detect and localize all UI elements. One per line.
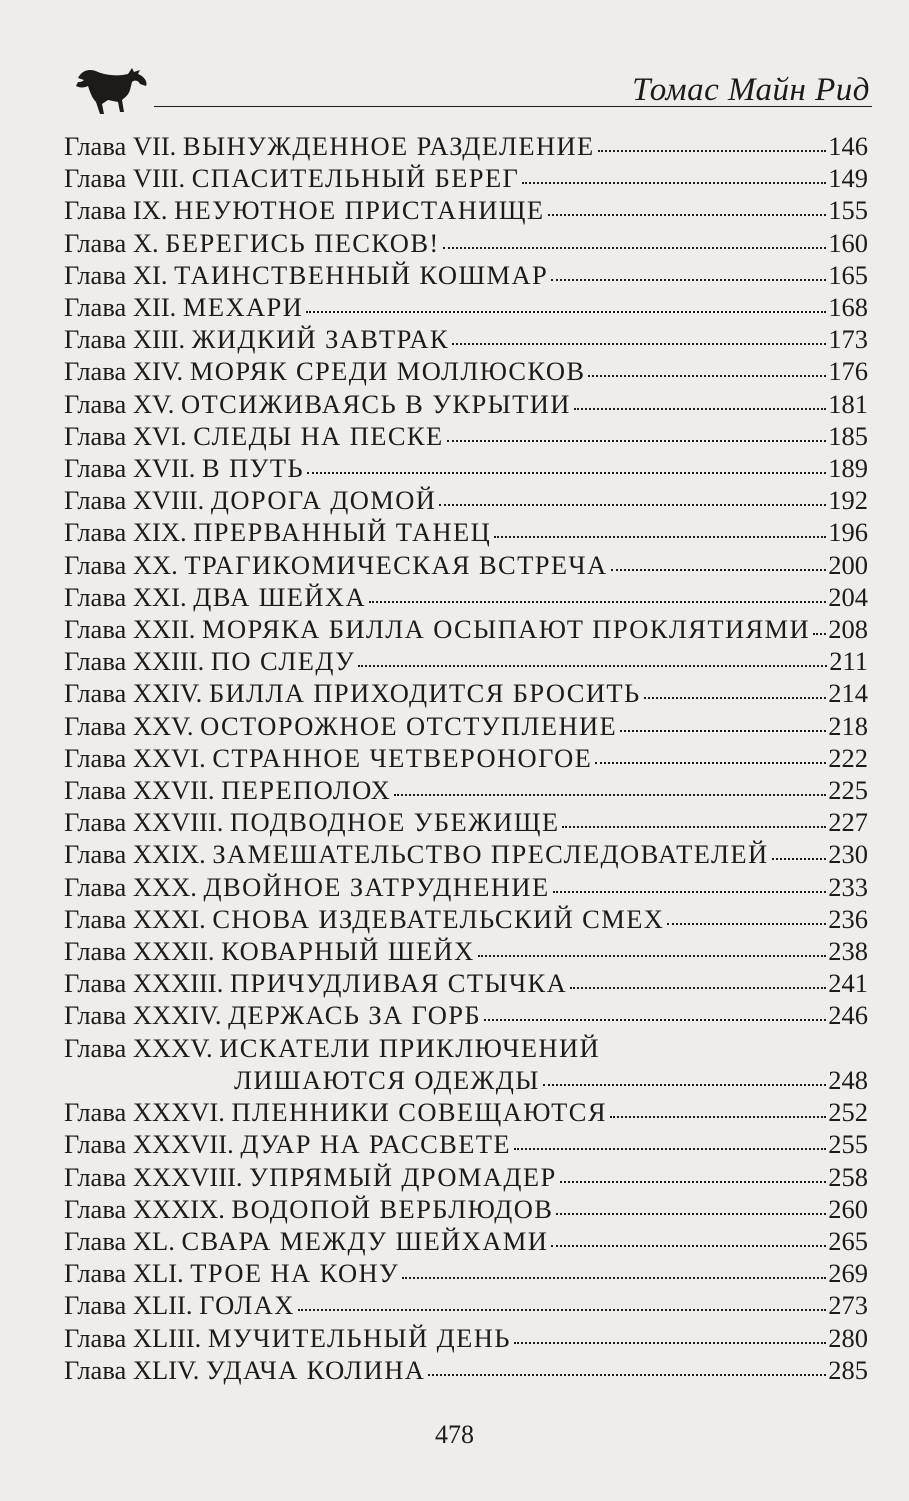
chapter-title: В ПУТЬ	[202, 453, 305, 484]
toc-entry-title	[64, 677, 641, 709]
dot-leader	[667, 922, 826, 925]
toc-entry[interactable]	[64, 1354, 868, 1386]
chapter-page-number: 248	[828, 1064, 868, 1095]
chapter-page-number: 285	[828, 1354, 868, 1385]
toc-entry[interactable]	[64, 1289, 868, 1321]
chapter-page-number: 192	[828, 485, 868, 516]
toc-entry[interactable]	[64, 710, 868, 742]
chapter-label: Глава XXIV.	[64, 678, 203, 709]
chapter-page-number: 146	[828, 131, 868, 161]
dot-leader	[553, 890, 827, 893]
dot-leader	[551, 1244, 826, 1247]
chapter-label: Глава XIV.	[64, 356, 184, 387]
toc-entry-title	[64, 1161, 557, 1193]
chapter-label: Глава XXXIII.	[64, 968, 224, 999]
chapter-label: Глава XXXVI.	[64, 1097, 225, 1128]
chapter-label: Глава XX.	[64, 549, 178, 580]
dot-leader	[570, 986, 826, 989]
dot-leader	[644, 696, 827, 699]
toc-entry-title	[64, 1257, 399, 1289]
dot-leader	[620, 729, 826, 732]
chapter-page-number: 185	[828, 420, 868, 451]
chapter-title: СВАРА МЕЖДУ ШЕЙХАМИ	[181, 1225, 549, 1256]
toc-entry[interactable]	[64, 806, 868, 838]
dot-leader	[306, 310, 826, 313]
dot-leader	[439, 503, 826, 506]
chapter-title: УПРЯМЫЙ ДРОМАДЕР	[249, 1161, 557, 1192]
chapter-title: ДУАР НА РАССВЕТЕ	[240, 1129, 511, 1160]
dot-leader	[478, 954, 827, 957]
chapter-page-number: 165	[828, 259, 868, 290]
chapter-label: Глава VII.	[64, 131, 177, 161]
toc-entry[interactable]	[64, 903, 868, 935]
dot-leader	[358, 664, 827, 667]
chapter-page-number: 214	[828, 678, 868, 709]
chapter-page-number: 155	[828, 195, 868, 226]
chapter-title: МУЧИТЕЛЬНЫЙ ДЕНЬ	[207, 1322, 511, 1353]
toc-entry-title	[64, 420, 444, 452]
chapter-page-number: 265	[828, 1225, 868, 1256]
dot-leader	[394, 793, 826, 796]
dot-leader	[307, 471, 826, 474]
toc-entry-title	[64, 1032, 600, 1064]
toc-entry[interactable]	[64, 581, 868, 613]
toc-entry[interactable]	[64, 1128, 868, 1160]
dot-leader	[574, 407, 826, 410]
chapter-title: ВОДОПОЙ ВЕРБЛЮДОВ	[231, 1193, 554, 1224]
chapter-label: Глава XXVI.	[64, 742, 206, 773]
chapter-title: БИЛЛА ПРИХОДИТСЯ БРОСИТЬ	[208, 678, 641, 709]
toc-entry[interactable]	[64, 291, 868, 323]
chapter-title: СЛЕДЫ НА ПЕСКЕ	[193, 420, 444, 451]
chapter-label: Глава XLI.	[64, 1258, 184, 1289]
chapter-label: Глава XVIII.	[64, 485, 205, 516]
toc-entry[interactable]	[64, 1225, 868, 1257]
dot-leader	[598, 149, 827, 152]
chapter-page-number: 260	[828, 1193, 868, 1224]
toc-entry-title	[64, 162, 519, 194]
chapter-page-number: 218	[828, 710, 868, 741]
chapter-title: ТРАГИКОМИЧЕСКАЯ ВСТРЕЧА	[184, 549, 608, 580]
chapter-title: ПЛЕННИКИ СОВЕЩАЮТСЯ	[231, 1097, 607, 1128]
chapter-label: Глава XXVII.	[64, 775, 215, 806]
chapter-label: Глава XXXIV.	[64, 1000, 222, 1031]
toc-entry-title	[64, 838, 769, 870]
chapter-label: Глава XIX.	[64, 517, 187, 548]
toc-entry-title	[64, 549, 608, 581]
dot-leader	[556, 1212, 826, 1215]
chapter-label: Глава XXII.	[64, 614, 196, 645]
chapter-label: Глава XXVIII.	[64, 807, 224, 838]
chapter-page-number: 273	[828, 1290, 868, 1321]
chapter-page-number: 238	[828, 936, 868, 967]
dot-leader	[514, 1147, 826, 1150]
toc-entry[interactable]	[64, 388, 868, 420]
chapter-page-number: 173	[828, 324, 868, 355]
dot-leader	[813, 632, 826, 635]
chapter-title: ЗАМЕШАТЕЛЬСТВО ПРЕСЛЕДОВАТЕЛЕЙ	[212, 839, 769, 870]
table-of-contents	[64, 130, 868, 1386]
toc-entry-title	[64, 935, 475, 967]
chapter-title: КОВАРНЫЙ ШЕЙХ	[221, 936, 475, 967]
toc-entry[interactable]	[64, 516, 868, 548]
toc-entry[interactable]	[64, 194, 868, 226]
toc-entry[interactable]	[64, 484, 868, 516]
chapter-page-number: 176	[828, 356, 868, 387]
chapter-title: БЕРЕГИСЬ ПЕСКОВ!	[165, 227, 440, 258]
toc-entry[interactable]	[64, 452, 868, 484]
chapter-title: ТРОЕ НА КОНУ	[190, 1258, 400, 1289]
chapter-label: Глава XV.	[64, 388, 175, 419]
chapter-title: СПАСИТЕЛЬНЫЙ БЕРЕГ	[191, 163, 520, 194]
toc-entry-title	[64, 516, 491, 548]
dot-leader	[560, 1180, 827, 1183]
toc-entry-title	[64, 259, 548, 291]
toc-entry[interactable]	[64, 999, 868, 1031]
toc-entry-title	[64, 227, 440, 259]
chapter-label: Глава XL.	[64, 1225, 175, 1256]
toc-entry-title	[64, 323, 449, 355]
chapter-title-continuation: ЛИШАЮТСЯ ОДЕЖДЫ	[234, 1064, 540, 1095]
chapter-title: ТАИНСТВЕННЫЙ КОШМАР	[174, 259, 549, 290]
chapter-label: Глава XLII.	[64, 1290, 193, 1321]
dot-leader	[562, 825, 826, 828]
toc-entry-title	[64, 1289, 295, 1321]
dot-leader	[369, 600, 826, 603]
toc-entry[interactable]	[64, 1161, 868, 1193]
chapter-label: Глава XI.	[64, 259, 168, 290]
chapter-label: Глава XXIX.	[64, 839, 206, 870]
chapter-page-number: 196	[828, 517, 868, 548]
toc-entry[interactable]	[64, 1032, 868, 1064]
toc-entry-title	[64, 1128, 511, 1160]
chapter-title: НЕУЮТНОЕ ПРИСТАНИЩЕ	[174, 195, 545, 226]
chapter-title: ОСТОРОЖНОЕ ОТСТУПЛЕНИЕ	[200, 710, 618, 741]
toc-entry-title	[64, 291, 303, 323]
dot-leader	[548, 213, 827, 216]
chapter-title: МОРЯКА БИЛЛА ОСЫПАЮТ ПРОКЛЯТИЯМИ	[202, 614, 811, 645]
chapter-label: Глава VIII.	[64, 163, 186, 194]
chapter-page-number: 227	[828, 807, 868, 838]
dot-leader	[588, 374, 826, 377]
chapter-title: СТРАННОЕ ЧЕТВЕРОНОГОЕ	[212, 742, 593, 773]
toc-entry-title	[64, 130, 595, 162]
chapter-page-number: 236	[828, 903, 868, 934]
chapter-page-number: 258	[828, 1161, 868, 1192]
chapter-page-number: 241	[828, 968, 868, 999]
toc-entry-title	[64, 999, 481, 1031]
chapter-title: ДВОЙНОЕ ЗАТРУДНЕНИЕ	[203, 871, 550, 902]
chapter-title: ОТСИЖИВАЯСЬ В УКРЫТИИ	[180, 388, 571, 419]
toc-entry[interactable]	[64, 227, 868, 259]
dot-leader	[428, 1373, 826, 1376]
chapter-page-number: 255	[828, 1129, 868, 1160]
dot-leader	[484, 1018, 826, 1021]
toc-entry-title	[64, 1193, 553, 1225]
toc-entry-title	[64, 355, 585, 387]
chapter-page-number: 189	[828, 453, 868, 484]
chapter-page-number: 181	[828, 388, 868, 419]
chapter-label: Глава XLIII.	[64, 1322, 202, 1353]
chapter-label: Глава XII.	[64, 292, 177, 323]
toc-entry-title	[64, 774, 391, 806]
chapter-page-number: 168	[828, 292, 868, 323]
chapter-page-number: 280	[828, 1322, 868, 1353]
dot-leader	[514, 1341, 826, 1344]
chapter-page-number: 200	[828, 549, 868, 580]
dot-leader	[610, 1115, 826, 1118]
chapter-label: Глава XLIV.	[64, 1354, 200, 1385]
chapter-title: ПРИЧУДЛИВАЯ СТЫЧКА	[230, 968, 568, 999]
toc-entry-title	[64, 452, 304, 484]
toc-entry-title	[64, 613, 810, 645]
chapter-title: МЕХАРИ	[182, 292, 304, 323]
dot-leader	[402, 1276, 826, 1279]
chapter-label: Глава XXIII.	[64, 646, 205, 677]
dot-leader	[772, 857, 827, 860]
toc-entry[interactable]	[64, 130, 868, 162]
chapter-page-number: 230	[828, 839, 868, 870]
dot-leader	[452, 342, 826, 345]
toc-entry-title	[64, 871, 550, 903]
toc-entry-continuation[interactable]	[64, 1064, 868, 1096]
page-number: 478	[435, 1420, 474, 1449]
dot-leader	[543, 1083, 827, 1086]
toc-entry-title	[64, 388, 571, 420]
chapter-label: Глава XVII.	[64, 453, 196, 484]
toc-entry-title	[64, 742, 592, 774]
chapter-page-number: 149	[828, 163, 868, 194]
toc-entry-title	[64, 194, 545, 226]
chapter-page-number: 252	[828, 1097, 868, 1128]
toc-entry[interactable]	[64, 871, 868, 903]
chapter-label: Глава XVI.	[64, 420, 187, 451]
chapter-label: Глава X.	[64, 227, 159, 258]
chapter-title: ПО СЛЕДУ	[210, 646, 356, 677]
toc-entry-title	[64, 967, 567, 999]
chapter-page-number: 160	[828, 227, 868, 258]
author-name: Томас Майн Рид	[632, 72, 870, 108]
chapter-page-number: 269	[828, 1258, 868, 1289]
chapter-title: ИСКАТЕЛИ ПРИКЛЮЧЕНИЙ	[219, 1032, 601, 1063]
toc-entry-title	[64, 1225, 548, 1257]
toc-entry[interactable]	[64, 1193, 868, 1225]
toc-entry[interactable]	[64, 162, 868, 194]
chapter-label: Глава XXXIX.	[64, 1193, 225, 1224]
dot-leader	[494, 535, 826, 538]
toc-entry-title	[64, 806, 559, 838]
chapter-page-number: 222	[828, 742, 868, 773]
toc-entry[interactable]	[64, 967, 868, 999]
chapter-title: МОРЯК СРЕДИ МОЛЛЮСКОВ	[189, 356, 586, 387]
chapter-label: Глава XXI.	[64, 581, 187, 612]
dot-leader	[298, 1308, 826, 1311]
chapter-title: ПРЕРВАННЫЙ ТАНЕЦ	[193, 517, 492, 548]
chapter-title: ПОДВОДНОЕ УБЕЖИЩЕ	[230, 807, 560, 838]
toc-entry[interactable]	[64, 1096, 868, 1128]
chapter-title: ДЕРЖАСЬ ЗА ГОРБ	[228, 1000, 482, 1031]
toc-entry[interactable]	[64, 1257, 868, 1289]
chapter-label: Глава XXXVIII.	[64, 1161, 243, 1192]
dot-leader	[611, 568, 827, 571]
chapter-page-number: 246	[828, 1000, 868, 1031]
chapter-label: Глава XIII.	[64, 324, 186, 355]
chapter-label: Глава XXXII.	[64, 936, 215, 967]
toc-entry-title	[64, 645, 355, 677]
chapter-label: Глава IX.	[64, 195, 168, 226]
chapter-title: СНОВА ИЗДЕВАТЕЛЬСКИЙ СМЕХ	[212, 903, 665, 934]
toc-entry[interactable]	[64, 613, 868, 645]
running-header	[60, 52, 872, 122]
toc-entry[interactable]	[64, 742, 868, 774]
toc-entry[interactable]	[64, 259, 868, 291]
toc-entry[interactable]	[64, 323, 868, 355]
chapter-label: Глава XXXI.	[64, 903, 206, 934]
chapter-page-number: 225	[828, 775, 868, 806]
toc-entry[interactable]	[64, 645, 868, 677]
toc-entry[interactable]	[64, 838, 868, 870]
toc-entry-title	[64, 1322, 511, 1354]
toc-entry[interactable]	[64, 935, 868, 967]
chapter-title: ДОРОГА ДОМОЙ	[210, 485, 437, 516]
chapter-page-number: 233	[828, 871, 868, 902]
toc-entry[interactable]	[64, 355, 868, 387]
chapter-title: ВЫНУЖДЕННОЕ РАЗДЕЛЕНИЕ	[182, 131, 595, 161]
toc-entry[interactable]	[64, 549, 868, 581]
dot-leader	[443, 246, 827, 249]
chapter-page-number: 204	[828, 581, 868, 612]
chapter-title: ДВА ШЕЙХА	[193, 581, 366, 612]
chapter-label: Глава XXV.	[64, 710, 194, 741]
toc-entry[interactable]	[64, 1322, 868, 1354]
dot-leader	[447, 439, 827, 442]
dot-leader	[595, 761, 826, 764]
dot-leader	[551, 278, 826, 281]
header-rule	[154, 106, 872, 107]
chapter-title: ПЕРЕПОЛОХ	[221, 775, 392, 806]
toc-entry-title	[64, 581, 366, 613]
chapter-title: ГОЛАХ	[199, 1290, 295, 1321]
toc-entry-title	[64, 903, 664, 935]
toc-entry-title	[64, 1096, 607, 1128]
chapter-page-number: 208	[828, 614, 868, 645]
chapter-label: Глава XXXV.	[64, 1032, 213, 1063]
chapter-title: УДАЧА КОЛИНА	[206, 1354, 426, 1385]
chapter-title: ЖИДКИЙ ЗАВТРАК	[191, 324, 449, 355]
toc-entry-title	[64, 1354, 425, 1386]
toc-entry-title	[64, 484, 436, 516]
horse-icon	[68, 58, 152, 118]
dot-leader	[522, 181, 826, 184]
toc-entry[interactable]	[64, 774, 868, 806]
toc-entry-title	[64, 710, 617, 742]
chapter-label: Глава XXX.	[64, 871, 197, 902]
chapter-page-number: 211	[829, 646, 868, 677]
toc-entry[interactable]	[64, 677, 868, 709]
chapter-label: Глава XXXVII.	[64, 1129, 234, 1160]
toc-entry[interactable]	[64, 420, 868, 452]
